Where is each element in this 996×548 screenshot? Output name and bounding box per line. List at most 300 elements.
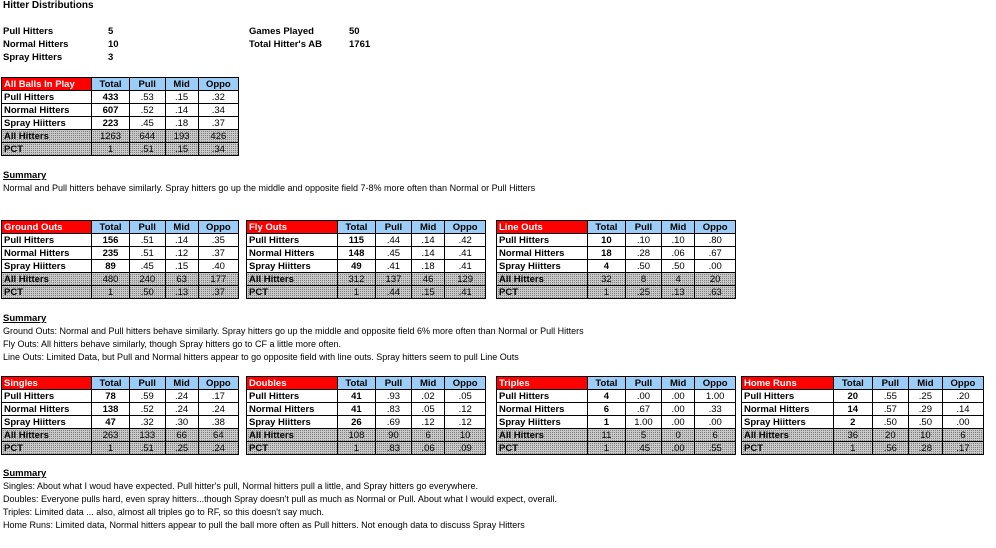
table-cell: Normal Hitters	[247, 247, 338, 260]
table-cell: .29	[908, 403, 942, 416]
table-all-row	[742, 429, 984, 442]
col-header-total: Total	[92, 221, 130, 234]
table-cell: .12	[445, 416, 486, 429]
table-cell: .41	[445, 260, 486, 273]
table-cell: 5	[626, 429, 662, 442]
table-row	[2, 260, 239, 273]
table-cell: 64	[198, 429, 238, 442]
games-value: 50	[349, 26, 360, 37]
table-cell: .83	[376, 442, 412, 455]
table-cell: .12	[165, 247, 198, 260]
table-pct-row	[497, 442, 736, 455]
table-cell: .17	[198, 390, 238, 403]
table-row	[247, 234, 486, 247]
table-all-row	[247, 273, 486, 286]
col-header-oppo: Oppo	[695, 221, 736, 234]
table-cell: Normal Hitters	[497, 403, 588, 416]
table-cell: .00	[661, 416, 694, 429]
table-cell: 1.00	[626, 416, 662, 429]
summary-heading: Summary	[3, 468, 47, 479]
table-cell: 1	[92, 286, 130, 299]
col-header-oppo: Oppo	[942, 377, 983, 390]
table-cell: All Hitters	[497, 273, 588, 286]
table-cell: .28	[908, 442, 942, 455]
table-cell: .28	[626, 247, 662, 260]
table-cell: .24	[198, 442, 238, 455]
table-row	[2, 247, 239, 260]
col-header-pull: Pull	[129, 78, 165, 91]
table-cell: 193	[165, 130, 198, 143]
table-cell: All Hitters	[497, 429, 588, 442]
table-cell: PCT	[497, 286, 588, 299]
table-row	[247, 247, 486, 260]
table-cell: 240	[129, 273, 165, 286]
table-cell: 66	[165, 429, 198, 442]
table-cell: 4	[661, 273, 694, 286]
table-cell: 6	[695, 429, 736, 442]
table-all-row	[497, 429, 736, 442]
total-ab-value: 1761	[349, 39, 371, 50]
table-cell: .69	[376, 416, 412, 429]
table-row	[2, 234, 239, 247]
col-header-mid: Mid	[165, 78, 198, 91]
table-row	[497, 247, 736, 260]
line-outs-table	[496, 220, 736, 299]
table-cell: 644	[129, 130, 165, 143]
table-title: Triples	[497, 377, 588, 390]
table-cell: Pull Hitters	[497, 234, 588, 247]
table-cell: Spray Hiitters	[247, 260, 338, 273]
table-cell: 20	[833, 390, 872, 403]
table-cell: .00	[626, 390, 662, 403]
table-row	[247, 416, 486, 429]
table-cell: 433	[92, 91, 130, 104]
table-cell: 480	[92, 273, 130, 286]
table-cell: .12	[445, 403, 486, 416]
table-cell: Normal Hitters	[497, 247, 588, 260]
table-cell: .02	[411, 390, 444, 403]
col-header-mid: Mid	[165, 377, 198, 390]
table-cell: .44	[376, 234, 412, 247]
table-title: All Balls In Play	[2, 78, 92, 91]
table-cell: 133	[129, 429, 165, 442]
col-header-oppo: Oppo	[198, 221, 238, 234]
col-header-oppo: Oppo	[695, 377, 736, 390]
table-cell: .51	[129, 247, 165, 260]
summary-line: Ground Outs: Normal and Pull hitters behave similarly. Spray hitters go up the middle and opposite field 6% more often than Normal or Pull Hitters	[3, 326, 584, 336]
table-cell: 1	[92, 143, 130, 156]
col-header-pull: Pull	[626, 221, 662, 234]
table-cell: .24	[165, 390, 198, 403]
table-cell: .42	[445, 234, 486, 247]
table-cell: 36	[833, 429, 872, 442]
table-cell: .59	[129, 390, 165, 403]
table-cell: 426	[198, 130, 238, 143]
table-cell: .14	[942, 403, 983, 416]
table-cell: .14	[411, 247, 444, 260]
table-cell: 156	[92, 234, 130, 247]
table-header-row	[247, 221, 486, 234]
table-cell: .67	[695, 247, 736, 260]
table-cell: 1	[587, 286, 625, 299]
table-cell: .37	[198, 247, 238, 260]
table-cell: 4	[587, 260, 625, 273]
table-cell: .45	[129, 260, 165, 273]
table-cell: .63	[695, 286, 736, 299]
table-row	[497, 403, 736, 416]
table-row	[2, 416, 239, 429]
table-pct-row	[2, 286, 239, 299]
count-value: 5	[108, 26, 114, 37]
table-cell: Normal Hitters	[742, 403, 834, 416]
table-cell: Spray Hiitters	[247, 416, 338, 429]
table-cell: .15	[165, 91, 198, 104]
table-cell: Spray Hiitters	[2, 260, 92, 273]
fly-outs-table	[246, 220, 486, 299]
table-header-row	[2, 377, 239, 390]
total-ab-label: Total Hitter's AB	[249, 39, 322, 50]
table-cell: 47	[92, 416, 130, 429]
table-pct-row	[247, 442, 486, 455]
table-cell: 14	[833, 403, 872, 416]
table-title: Singles	[2, 377, 92, 390]
table-cell: 10	[908, 429, 942, 442]
table-cell: All Hitters	[2, 130, 92, 143]
table-cell: .13	[661, 286, 694, 299]
count-label: Normal Hitters	[3, 39, 69, 50]
table-cell: Pull Hitters	[247, 390, 338, 403]
table-row	[2, 403, 239, 416]
table-cell: .06	[411, 442, 444, 455]
count-row	[3, 25, 119, 38]
table-cell: Spray Hiitters	[2, 416, 92, 429]
table-cell: Pull Hitters	[247, 234, 338, 247]
col-header-total: Total	[833, 377, 872, 390]
table-cell: .05	[411, 403, 444, 416]
table-cell: .55	[872, 390, 908, 403]
table-row	[2, 117, 239, 130]
table-row	[742, 403, 984, 416]
table-cell: .13	[165, 286, 198, 299]
table-row	[247, 390, 486, 403]
table-cell: 10	[445, 429, 486, 442]
col-header-pull: Pull	[376, 377, 412, 390]
table-cell: .24	[165, 403, 198, 416]
table-cell: All Hitters	[2, 429, 92, 442]
table-cell: Normal Hitters	[247, 403, 338, 416]
table-cell: .34	[198, 143, 238, 156]
table-cell: .18	[411, 260, 444, 273]
table-cell: Normal Hitters	[2, 104, 92, 117]
col-header-pull: Pull	[129, 377, 165, 390]
table-cell: .00	[695, 260, 736, 273]
table-row	[497, 390, 736, 403]
table-cell: All Hitters	[2, 273, 92, 286]
table-header-row	[247, 377, 486, 390]
col-header-mid: Mid	[411, 221, 444, 234]
table-cell: 1263	[92, 130, 130, 143]
count-row	[3, 51, 119, 64]
table-cell: 6	[587, 403, 625, 416]
table-cell: 1	[587, 442, 625, 455]
table-cell: .12	[411, 416, 444, 429]
table-cell: .52	[129, 104, 165, 117]
table-row	[742, 416, 984, 429]
table-cell: 223	[92, 117, 130, 130]
table-cell: .50	[908, 416, 942, 429]
summary-line: Line Outs: Limited Data, but Pull and Normal hitters appear to go opposite field with line outs. Spray hitters seem to pull Line Outs	[3, 352, 519, 362]
table-cell: .10	[626, 234, 662, 247]
table-cell: .44	[376, 286, 412, 299]
table-cell: .50	[872, 416, 908, 429]
table-row	[497, 234, 736, 247]
table-all-row	[2, 273, 239, 286]
table-cell: 18	[587, 247, 625, 260]
col-header-mid: Mid	[411, 377, 444, 390]
table-row	[2, 104, 239, 117]
table-cell: .51	[129, 234, 165, 247]
table-cell: Normal Hitters	[2, 403, 92, 416]
count-row	[3, 38, 119, 51]
table-cell: .00	[661, 403, 694, 416]
table-cell: .09	[445, 442, 486, 455]
summary-line: Home Runs: Limited data, Normal hitters appear to pull the ball more often as Pull hitters. Not enough data to discuss Spray Hitters	[3, 520, 525, 530]
table-cell: .45	[376, 247, 412, 260]
table-cell: 177	[198, 273, 238, 286]
table-cell: 138	[92, 403, 130, 416]
table-pct-row	[742, 442, 984, 455]
table-cell: 1	[337, 286, 375, 299]
table-cell: .67	[626, 403, 662, 416]
table-cell: Spray Hiitters	[497, 260, 588, 273]
table-cell: 8	[626, 273, 662, 286]
table-cell: 1	[92, 442, 130, 455]
table-cell: .50	[129, 286, 165, 299]
ground-outs-table	[1, 220, 239, 299]
table-row	[247, 260, 486, 273]
table-cell: PCT	[497, 442, 588, 455]
count-label: Spray Hitters	[3, 52, 63, 63]
table-cell: Spray Hiitters	[742, 416, 834, 429]
table-cell: .37	[198, 286, 238, 299]
table-all-row	[2, 130, 239, 143]
table-cell: 4	[587, 390, 625, 403]
table-cell: .32	[129, 416, 165, 429]
table-cell: .15	[165, 143, 198, 156]
table-cell: 11	[587, 429, 625, 442]
table-cell: .25	[165, 442, 198, 455]
table-cell: .10	[661, 234, 694, 247]
col-header-total: Total	[587, 377, 625, 390]
table-cell: .55	[695, 442, 736, 455]
table-cell: Normal Hitters	[2, 247, 92, 260]
table-cell: .33	[695, 403, 736, 416]
table-cell: .53	[129, 91, 165, 104]
table-cell: 1	[833, 442, 872, 455]
table-cell: .20	[942, 390, 983, 403]
table-cell: .38	[198, 416, 238, 429]
col-header-total: Total	[92, 78, 130, 91]
hitter-counts	[3, 25, 119, 64]
table-cell: All Hitters	[742, 429, 834, 442]
summary-line: Doubles: Everyone pulls hard, even spray hitters...though Spray doesn't pull as much as Normal or Pull. About what I would expect, overall.	[3, 494, 558, 504]
summary-line: Triples: Limited data ... also, almost all triples go to RF, so this doesn't say much.	[3, 507, 325, 517]
table-cell: Pull Hitters	[497, 390, 588, 403]
table-title: Fly Outs	[247, 221, 338, 234]
col-header-pull: Pull	[626, 377, 662, 390]
table-cell: 148	[337, 247, 375, 260]
col-header-oppo: Oppo	[445, 377, 486, 390]
col-header-total: Total	[92, 377, 130, 390]
table-row	[742, 390, 984, 403]
table-cell: .51	[129, 143, 165, 156]
total-ab-row	[249, 38, 370, 51]
table-cell: 115	[337, 234, 375, 247]
table-cell: .52	[129, 403, 165, 416]
table-all-row	[497, 273, 736, 286]
table-cell: .56	[872, 442, 908, 455]
summary-heading: Summary	[3, 313, 47, 324]
table-row	[2, 390, 239, 403]
table-cell: 26	[337, 416, 375, 429]
table-cell: .00	[695, 416, 736, 429]
table-cell: 2	[833, 416, 872, 429]
table-cell: .14	[411, 234, 444, 247]
table-pct-row	[247, 286, 486, 299]
table-cell: Pull Hitters	[2, 234, 92, 247]
col-header-mid: Mid	[661, 221, 694, 234]
table-title: Ground Outs	[2, 221, 92, 234]
col-header-oppo: Oppo	[445, 221, 486, 234]
table-cell: .14	[165, 104, 198, 117]
table-title: Doubles	[247, 377, 338, 390]
table-cell: 607	[92, 104, 130, 117]
table-cell: 46	[411, 273, 444, 286]
table-cell: .24	[198, 403, 238, 416]
table-cell: .34	[198, 104, 238, 117]
table-cell: .41	[376, 260, 412, 273]
col-header-total: Total	[587, 221, 625, 234]
col-header-oppo: Oppo	[198, 377, 238, 390]
table-cell: PCT	[742, 442, 834, 455]
table-header-row	[2, 221, 239, 234]
doubles-table	[246, 376, 486, 455]
table-cell: 41	[337, 403, 375, 416]
table-cell: 0	[661, 429, 694, 442]
table-cell: PCT	[247, 286, 338, 299]
table-cell: 20	[695, 273, 736, 286]
table-title: Home Runs	[742, 377, 834, 390]
table-cell: 89	[92, 260, 130, 273]
count-value: 10	[108, 39, 119, 50]
table-pct-row	[497, 286, 736, 299]
col-header-mid: Mid	[165, 221, 198, 234]
table-cell: .25	[626, 286, 662, 299]
summary-line: Normal and Pull hitters behave similarly. Spray hitters go up the middle and opposite field 7-8% more often than Normal or Pull Hitters	[3, 183, 536, 193]
all-balls-in-play-table	[1, 77, 239, 156]
table-all-row	[247, 429, 486, 442]
triples-table	[496, 376, 736, 455]
table-cell: PCT	[247, 442, 338, 455]
table-cell: 49	[337, 260, 375, 273]
table-title: Line Outs	[497, 221, 588, 234]
summary-heading: Summary	[3, 170, 47, 181]
table-cell: .35	[198, 234, 238, 247]
table-cell: .37	[198, 117, 238, 130]
table-cell: 108	[337, 429, 375, 442]
table-cell: 235	[92, 247, 130, 260]
games-row	[249, 25, 370, 38]
table-row	[247, 403, 486, 416]
home-runs-table	[741, 376, 984, 455]
table-cell: .15	[411, 286, 444, 299]
table-cell: 6	[942, 429, 983, 442]
col-header-pull: Pull	[129, 221, 165, 234]
games-label: Games Played	[249, 26, 314, 37]
col-header-total: Total	[337, 221, 375, 234]
table-cell: All Hitters	[247, 429, 338, 442]
col-header-pull: Pull	[872, 377, 908, 390]
col-header-oppo: Oppo	[198, 78, 238, 91]
table-cell: .93	[376, 390, 412, 403]
table-cell: .00	[661, 442, 694, 455]
table-header-row	[497, 221, 736, 234]
table-cell: .45	[626, 442, 662, 455]
col-header-total: Total	[337, 377, 375, 390]
table-row	[497, 416, 736, 429]
table-cell: .00	[661, 390, 694, 403]
table-cell: .51	[129, 442, 165, 455]
table-pct-row	[2, 143, 239, 156]
col-header-mid: Mid	[661, 377, 694, 390]
table-all-row	[2, 429, 239, 442]
table-cell: Pull Hitters	[742, 390, 834, 403]
page-title: Hitter Distributions	[3, 0, 94, 11]
table-cell: Pull Hitters	[2, 390, 92, 403]
table-row	[2, 91, 239, 104]
table-cell: 10	[587, 234, 625, 247]
table-cell: .05	[445, 390, 486, 403]
table-cell: .50	[626, 260, 662, 273]
table-pct-row	[2, 442, 239, 455]
table-cell: .32	[198, 91, 238, 104]
table-cell: .18	[165, 117, 198, 130]
table-cell: .00	[942, 416, 983, 429]
table-cell: .17	[942, 442, 983, 455]
col-header-pull: Pull	[376, 221, 412, 234]
table-cell: 137	[376, 273, 412, 286]
table-cell: All Hitters	[247, 273, 338, 286]
table-header-row	[2, 78, 239, 91]
table-cell: 1	[337, 442, 375, 455]
table-cell: PCT	[2, 143, 92, 156]
table-cell: .14	[165, 234, 198, 247]
table-cell: .41	[445, 286, 486, 299]
table-cell: PCT	[2, 286, 92, 299]
table-cell: 6	[411, 429, 444, 442]
summary-line: Fly Outs: All hitters behave similarly, though Spray hitters go to CF a little more often.	[3, 339, 341, 349]
table-cell: .41	[445, 247, 486, 260]
game-stats	[249, 25, 370, 51]
table-cell: 263	[92, 429, 130, 442]
table-cell: 90	[376, 429, 412, 442]
table-cell: Spray Hiitters	[2, 117, 92, 130]
table-cell: 63	[165, 273, 198, 286]
table-cell: 1.00	[695, 390, 736, 403]
table-cell: 312	[337, 273, 375, 286]
singles-table	[1, 376, 239, 455]
table-cell: 32	[587, 273, 625, 286]
